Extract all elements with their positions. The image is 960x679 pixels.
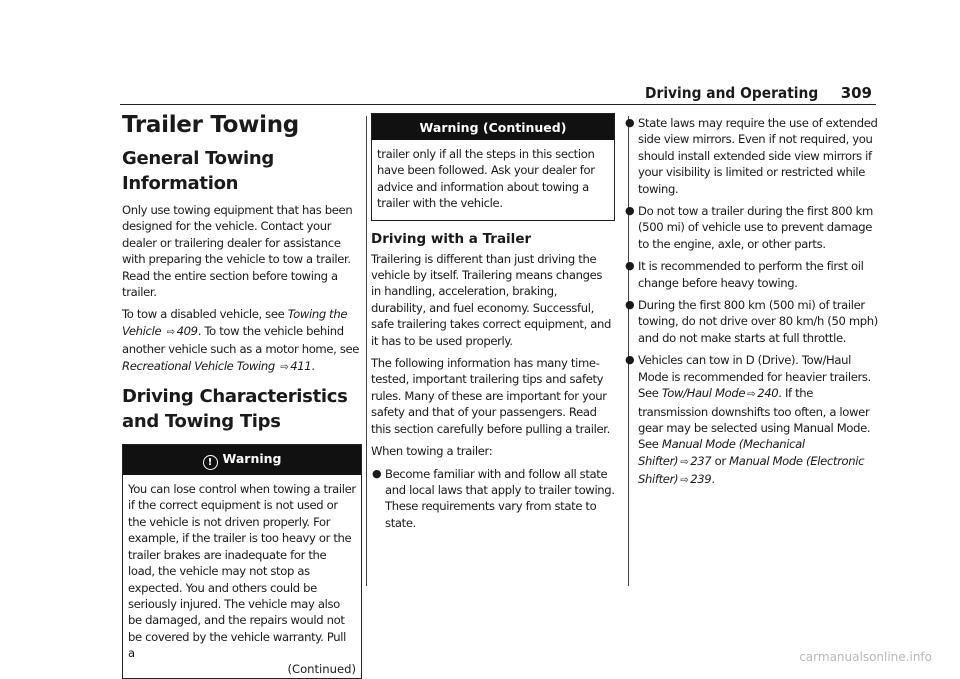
bullet-icon: ● bbox=[625, 298, 635, 312]
list-item: ● Do not tow a trailer during the first 800 km (500 mi) of vehicle use to prevent damage to the engine, axle, or other parts. bbox=[625, 204, 873, 251]
link-recreational-vehicle-towing[interactable]: Recreational Vehicle Towing bbox=[122, 358, 275, 373]
header-divider bbox=[120, 104, 876, 105]
page-ref-240[interactable]: 240 bbox=[757, 386, 779, 401]
watermark: carmanualsonline.info bbox=[799, 650, 932, 664]
page-ref-237[interactable]: 237 bbox=[690, 453, 712, 468]
section-title: Driving and Operating bbox=[644, 84, 818, 102]
heading-driving-with-trailer: Driving with a Trailer bbox=[371, 230, 532, 247]
page-ref-arrow-icon: ⇨ bbox=[280, 361, 289, 373]
paragraph-general-2: To tow a disabled vehicle, see Towing the Vehicle ⇨ 409. To tow the vehicle behind another vehicle such as a motor home, see Recreational Vehicle Towing ⇨ 411. bbox=[122, 307, 360, 373]
link-tow-haul-mode[interactable]: Tow/Haul Mode bbox=[661, 386, 746, 401]
continued-label: (Continued) bbox=[287, 661, 356, 676]
column-divider-1 bbox=[366, 116, 367, 586]
bullet-icon: ● bbox=[625, 204, 635, 218]
page-ref-411[interactable]: 411 bbox=[290, 358, 312, 373]
list-item: ● It is recommended to perform the first oil change before heavy towing. bbox=[625, 259, 864, 290]
bullet-icon: ● bbox=[625, 116, 635, 129]
column-2 bbox=[371, 112, 615, 537]
page-ref-arrow-icon: ⇨ bbox=[747, 389, 756, 401]
warning-continued-text: trailer only if all the steps in this section have been followed. Ask your dealer for advice and information about towing a trailer with the vehicle. bbox=[377, 147, 595, 211]
list-item: ● Become familiar with and follow all state and local laws that apply to trailer towing. These requirements vary from state to state. bbox=[372, 466, 615, 530]
page-header bbox=[120, 84, 880, 106]
warning-continued-body bbox=[372, 140, 614, 220]
page-ref-arrow-icon: ⇨ bbox=[680, 475, 689, 487]
warning-text: You can lose control when towing a trailer if the correct equipment is not used or the vehicle is not driven properly. For example, if the trailer is too heavy or the trailer brakes are inadequate for the load, the vehicle may not stop as expected. You and others could be seriously injured. The vehicle may also be damaged, and the repairs would not be covered by the vehicle warranty. Pull a bbox=[128, 482, 356, 661]
link-manual-mode-electronic[interactable]: Manual Mode (Electronic Shifter) bbox=[638, 453, 865, 487]
warning-continued-header: Warning (Continued) bbox=[372, 114, 614, 140]
warning-header: ! Warning bbox=[123, 445, 361, 475]
bullet-icon: ● bbox=[372, 466, 382, 480]
list-item: ● State laws may require the use of extended side view mirrors. Even if not required, you should install extended side view mirrors if your visibility is limited or restricted while towing. bbox=[625, 116, 878, 196]
link-towing-the-vehicle[interactable]: Towing the Vehicle bbox=[122, 307, 348, 338]
paragraph-trailer-2: The following information has many time-tested, important trailering tips and safety rules. Many of these are important for your safety and that of your passengers. Read this section carefully before pulling a trailer. bbox=[371, 356, 610, 436]
bullet-icon: ● bbox=[625, 259, 635, 273]
page-ref-arrow-icon: ⇨ bbox=[166, 326, 175, 338]
bullet-list-col2 bbox=[371, 466, 615, 532]
warning-icon: ! bbox=[203, 455, 218, 470]
heading-general-towing: General Towing Information bbox=[122, 148, 275, 194]
warning-box-continued bbox=[371, 113, 615, 221]
heading-driving-characteristics: Driving Characteristics and Towing Tips bbox=[122, 386, 348, 433]
paragraph-trailer-1: Trailering is different than just driving the vehicle by itself. Trailering means changes in handling, acceleration, braking, durability, and fuel economy. Successful, safe trailering takes correct equipment, and it has to be used properly. bbox=[371, 251, 612, 348]
bullet-list-col3 bbox=[624, 115, 878, 490]
column-3 bbox=[624, 112, 878, 496]
column-1 bbox=[122, 112, 362, 679]
link-manual-mode-mechanical[interactable]: Manual Mode (Mechanical Shifter) bbox=[638, 437, 805, 468]
page-ref-239[interactable]: 239 bbox=[690, 472, 712, 487]
list-item: ● During the first 800 km (500 mi) of trailer towing, do not drive over 80 km/h (50 mph) and do not make starts at full throttle. bbox=[625, 298, 878, 345]
bullet-icon: ● bbox=[625, 353, 635, 367]
paragraph-trailer-3: When towing a trailer: bbox=[371, 444, 493, 459]
warning-body bbox=[123, 475, 361, 677]
page-ref-409[interactable]: 409 bbox=[176, 323, 198, 338]
page-ref-arrow-icon: ⇨ bbox=[680, 456, 689, 468]
list-item: ● Vehicles can tow in D (Drive). Tow/Haul Mode is recommended for heavier trailers. See Tow/Haul Mode ⇨ 240. If the transmission downshifts too often, a lower gear may be selected using Manual Mode. See Manual Mode (Mechanical Shifter) ⇨ 237 or Manual Mode (Electronic Shifter) ⇨ 239. bbox=[625, 353, 871, 487]
paragraph-general-1: Only use towing equipment that has been designed for the vehicle. Contact your dealer or trailering dealer for assistance with preparing the vehicle to tow a trailer. Read the entire section before towing a trailer. bbox=[122, 203, 353, 300]
warning-box bbox=[122, 444, 362, 678]
page-title: Trailer Towing bbox=[122, 112, 299, 138]
page-number: 309 bbox=[840, 84, 872, 102]
